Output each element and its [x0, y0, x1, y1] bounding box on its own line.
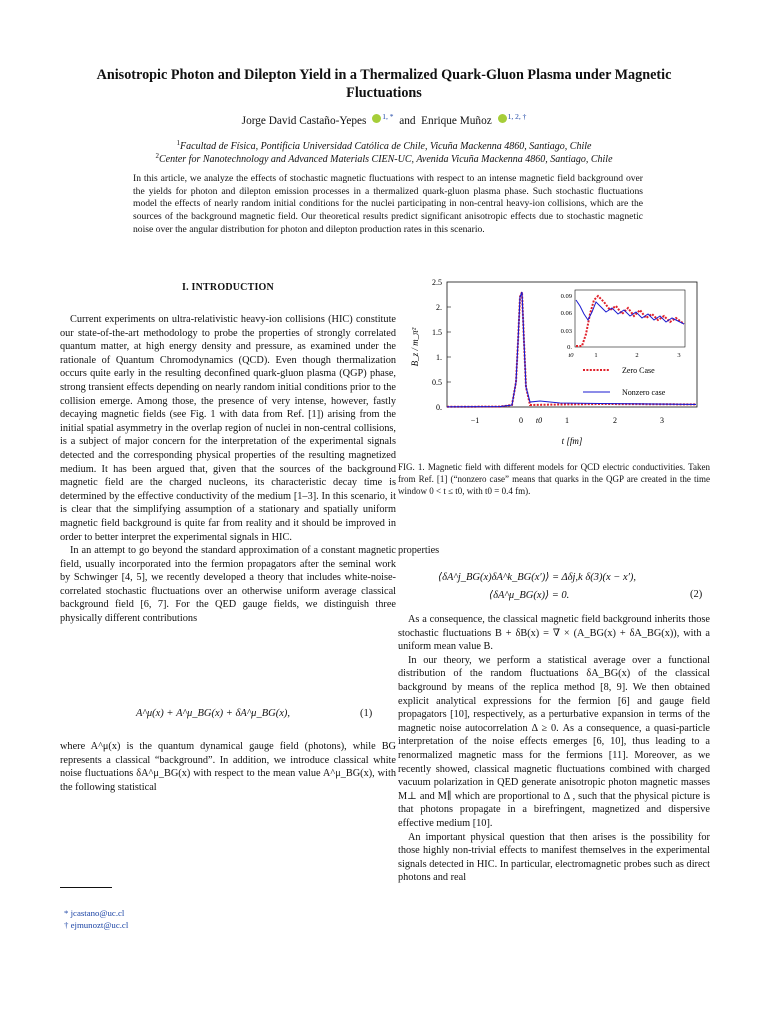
- paragraph: As a consequence, the classical magnetic field background inherits those stochastic fluctuations B + δB(x) = ∇ × (A_BG(x) + δA_BG(x)), with a uniform mean value B.: [398, 614, 710, 653]
- inset-y-tick-label: 0.03: [560, 328, 572, 335]
- affiliation-2: $^2$Center for Nanotechnology and Advanced Materials CIEN-UC, Avenida Vicuña Mackenna 4860, Santiago, Chile: [155, 152, 613, 165]
- y-tick-label: 1.5: [432, 328, 442, 337]
- paragraph: In an attempt to go beyond the standard approximation of a constant magnetic field, usually incorporated into the fermion propagators after the seminal work by Schwinger [4, 5], we recently developed a theory that includes white-noise-correlated stochastic fluctuations over an otherwise uniform average classical background field [6, 7]. For the QED gauge fields, we distinguish three physically different contributions: [60, 545, 396, 625]
- author-line: [60, 112, 708, 127]
- inset-x-tick-label: t0: [568, 352, 574, 359]
- x-tick-label: −1: [470, 416, 480, 425]
- y-ticks: [432, 278, 442, 412]
- inset-frame: [575, 290, 685, 347]
- x-tick-label: 3: [660, 416, 664, 425]
- abstract: In this article, we analyze the effects of stochastic magnetic fluctuations with respect to an intense magnetic field background over the yields for photon and dilepton emission processes in a thermalized quark-gluon plasma phase. Such stochastic fluctuations model the effects of nearly random initial conditions for the nuclei participating in non-central heavy-ion collisions, which are the sources of the background magnetic field. Our theoretical results predict significant anisotropic effects due to stochastic magnetic noise over the angular distribution for photon and dilepton production rates in this scenario.: [133, 173, 643, 235]
- left-column-text: [60, 313, 396, 626]
- inset-y-tick-label: 0.09: [560, 293, 572, 300]
- footnote-rule: [60, 887, 112, 888]
- x-tick-label: t0: [535, 416, 543, 425]
- footnote-email-2[interactable]: † ejmunozt@uc.cl: [64, 920, 129, 930]
- author-1-sup: 1, *: [382, 112, 394, 121]
- inset-x-tick-label: 3: [677, 352, 681, 359]
- inset-x-tick-label: 2: [635, 352, 639, 359]
- equation-2a: ⟨δA^j_BG(x)δA^k_BG(x′)⟩ = Δδj,k δ(3)(x − x′),: [438, 572, 637, 583]
- y-axis-label: B_z / m_π²: [410, 327, 420, 367]
- author-and: and: [399, 115, 416, 127]
- x-tick-label: 0: [519, 416, 523, 425]
- properties-word: properties: [398, 545, 440, 556]
- author-2: Enrique Muñoz: [421, 115, 492, 127]
- y-tick-label: 0.5: [432, 378, 442, 387]
- x-axis-label: t [fm]: [561, 436, 583, 446]
- inset-y-ticks: [561, 293, 573, 351]
- x-tick-label: 1: [565, 416, 569, 425]
- legend-label-zero: Zero Case: [622, 366, 655, 375]
- paragraph: where A^μ(x) is the quantum dynamical gauge field (photons), while BG represents a classical “background”. In addition, we introduce classical white noise fluctuations δA^μ_BG(x) with respect to the mean value A^μ_BG(x), with the following statistical: [60, 741, 396, 793]
- paragraph: Current experiments on ultra-relativistic heavy-ion collisions (HIC) constitute our state-of-the-art methodology to probe the properties of strongly correlated quantum matter, at high energy density and pressure, as examined under the rationale of Quantum Chromodynamics (QCD). Even though thermalization occurs quite early in the resulting deconfined quark-gluon plasma (QGP) phase, strong transient effects depending on nearly random initial conditions prior to the collision emerge. Among those, the presence of very intense, however, fastly decaying magnetic fields (see Fig. 1 with data from Ref. [1]) arising from the initial spatial asymmetry in the overlap region of nuclei in non-central collisions, is a subject of major concern for the interpretation of the experimental signals detected and the corresponding physical properties of the resulting magnetized medium. It has been argued that, given that the sources of the background magnetic field are the charged nucleons, its characteristic decay time is determined by the effective conductivity of the medium [1–3]. In this scenario, it is clear that the simplifying assumption of a stationary and spatially uniform magnetic field background is quite far from reality and it should be improved in order to better interpret the experimental signals in HIC.: [60, 314, 396, 543]
- inset-y-tick-label: 0.06: [560, 310, 572, 317]
- y-tick-label: 0.: [436, 403, 442, 412]
- section-title: I. INTRODUCTION: [182, 282, 274, 293]
- equation-2-number: (2): [690, 589, 703, 600]
- figure-caption: FIG. 1. Magnetic field with different models for QCD electric conductivities. Taken from Ref. [1] (“nonzero case” means that quarks in the QGP are created in the time window 0 < t ≤ t0, with t0 = 0.4 fm).: [398, 462, 710, 496]
- footnote-email-1[interactable]: * jcastano@uc.cl: [64, 908, 125, 918]
- inset-x-ticks: [568, 352, 680, 359]
- affiliation-1: $^1$Facultad de Física, Pontificia Universidad Católica de Chile, Vicuña Mackenna 4860, Santiago, Chile: [176, 139, 592, 152]
- y-tick-label: 2.5: [432, 278, 442, 287]
- paper-title: Anisotropic Photon and Dilepton Yield in a Thermalized Quark-Gluon Plasma under Magnetic Fluctuations: [96, 67, 672, 101]
- equation-1-number: (1): [360, 708, 373, 719]
- right-column-text: [398, 613, 710, 885]
- x-tick-label: 2: [613, 416, 617, 425]
- paragraph: An important physical question that then arises is the possibility for those highly non-trivial effects to manifest themselves in the experimental signals detected in HIC. In particular, electromagnetic probes such as direct photons and real: [398, 831, 710, 884]
- author-1: Jorge David Castaño-Yepes: [241, 115, 367, 127]
- orcid-icon[interactable]: [498, 114, 507, 123]
- equation-2b: ⟨δA^μ_BG(x)⟩ = 0.: [489, 590, 570, 601]
- author-2-sup: 1, 2, †: [507, 112, 527, 121]
- left-column-text-2: [60, 740, 396, 794]
- legend-label-nonzero: Nonzero case: [622, 388, 666, 397]
- equation-1: A^μ(x) + A^μ_BG(x) + δA^μ_BG(x),: [136, 708, 290, 719]
- y-tick-label: 2.: [436, 303, 442, 312]
- inset-y-tick-label: 0.: [567, 344, 572, 351]
- figure-1-chart: [400, 272, 710, 452]
- inset-x-tick-label: 1: [594, 352, 598, 359]
- orcid-icon[interactable]: [372, 114, 381, 123]
- x-ticks: [471, 416, 664, 425]
- paragraph: In our theory, we perform a statistical average over a functional distribution of the random fluctuations δA_BG(x) of the classical background by means of the replica method [8, 9]. We then obtained explicit analytical expressions for the fermion [6] and gauge field propagators [10], respectively, as a perturbative expansion in terms of the magnetic noise autocorrelation Δ ≥ 0. As a consequence, a quasi-particle interpretation of the noise effects emerges [6, 10], thus leading to a renormalized magnetic mass for the fermions [11]. Moreover, as we recently showed, classical magnetic fluctuations combined with charged vacuum polarization in QED generate anisotropic photon magnetic masses M⊥ and M∥ which are proportional to Δ , such that the physical picture is that photons propagate in a birefringent, magnetized and dispersive effective medium [10].: [398, 654, 710, 829]
- y-tick-label: 1.: [436, 353, 442, 362]
